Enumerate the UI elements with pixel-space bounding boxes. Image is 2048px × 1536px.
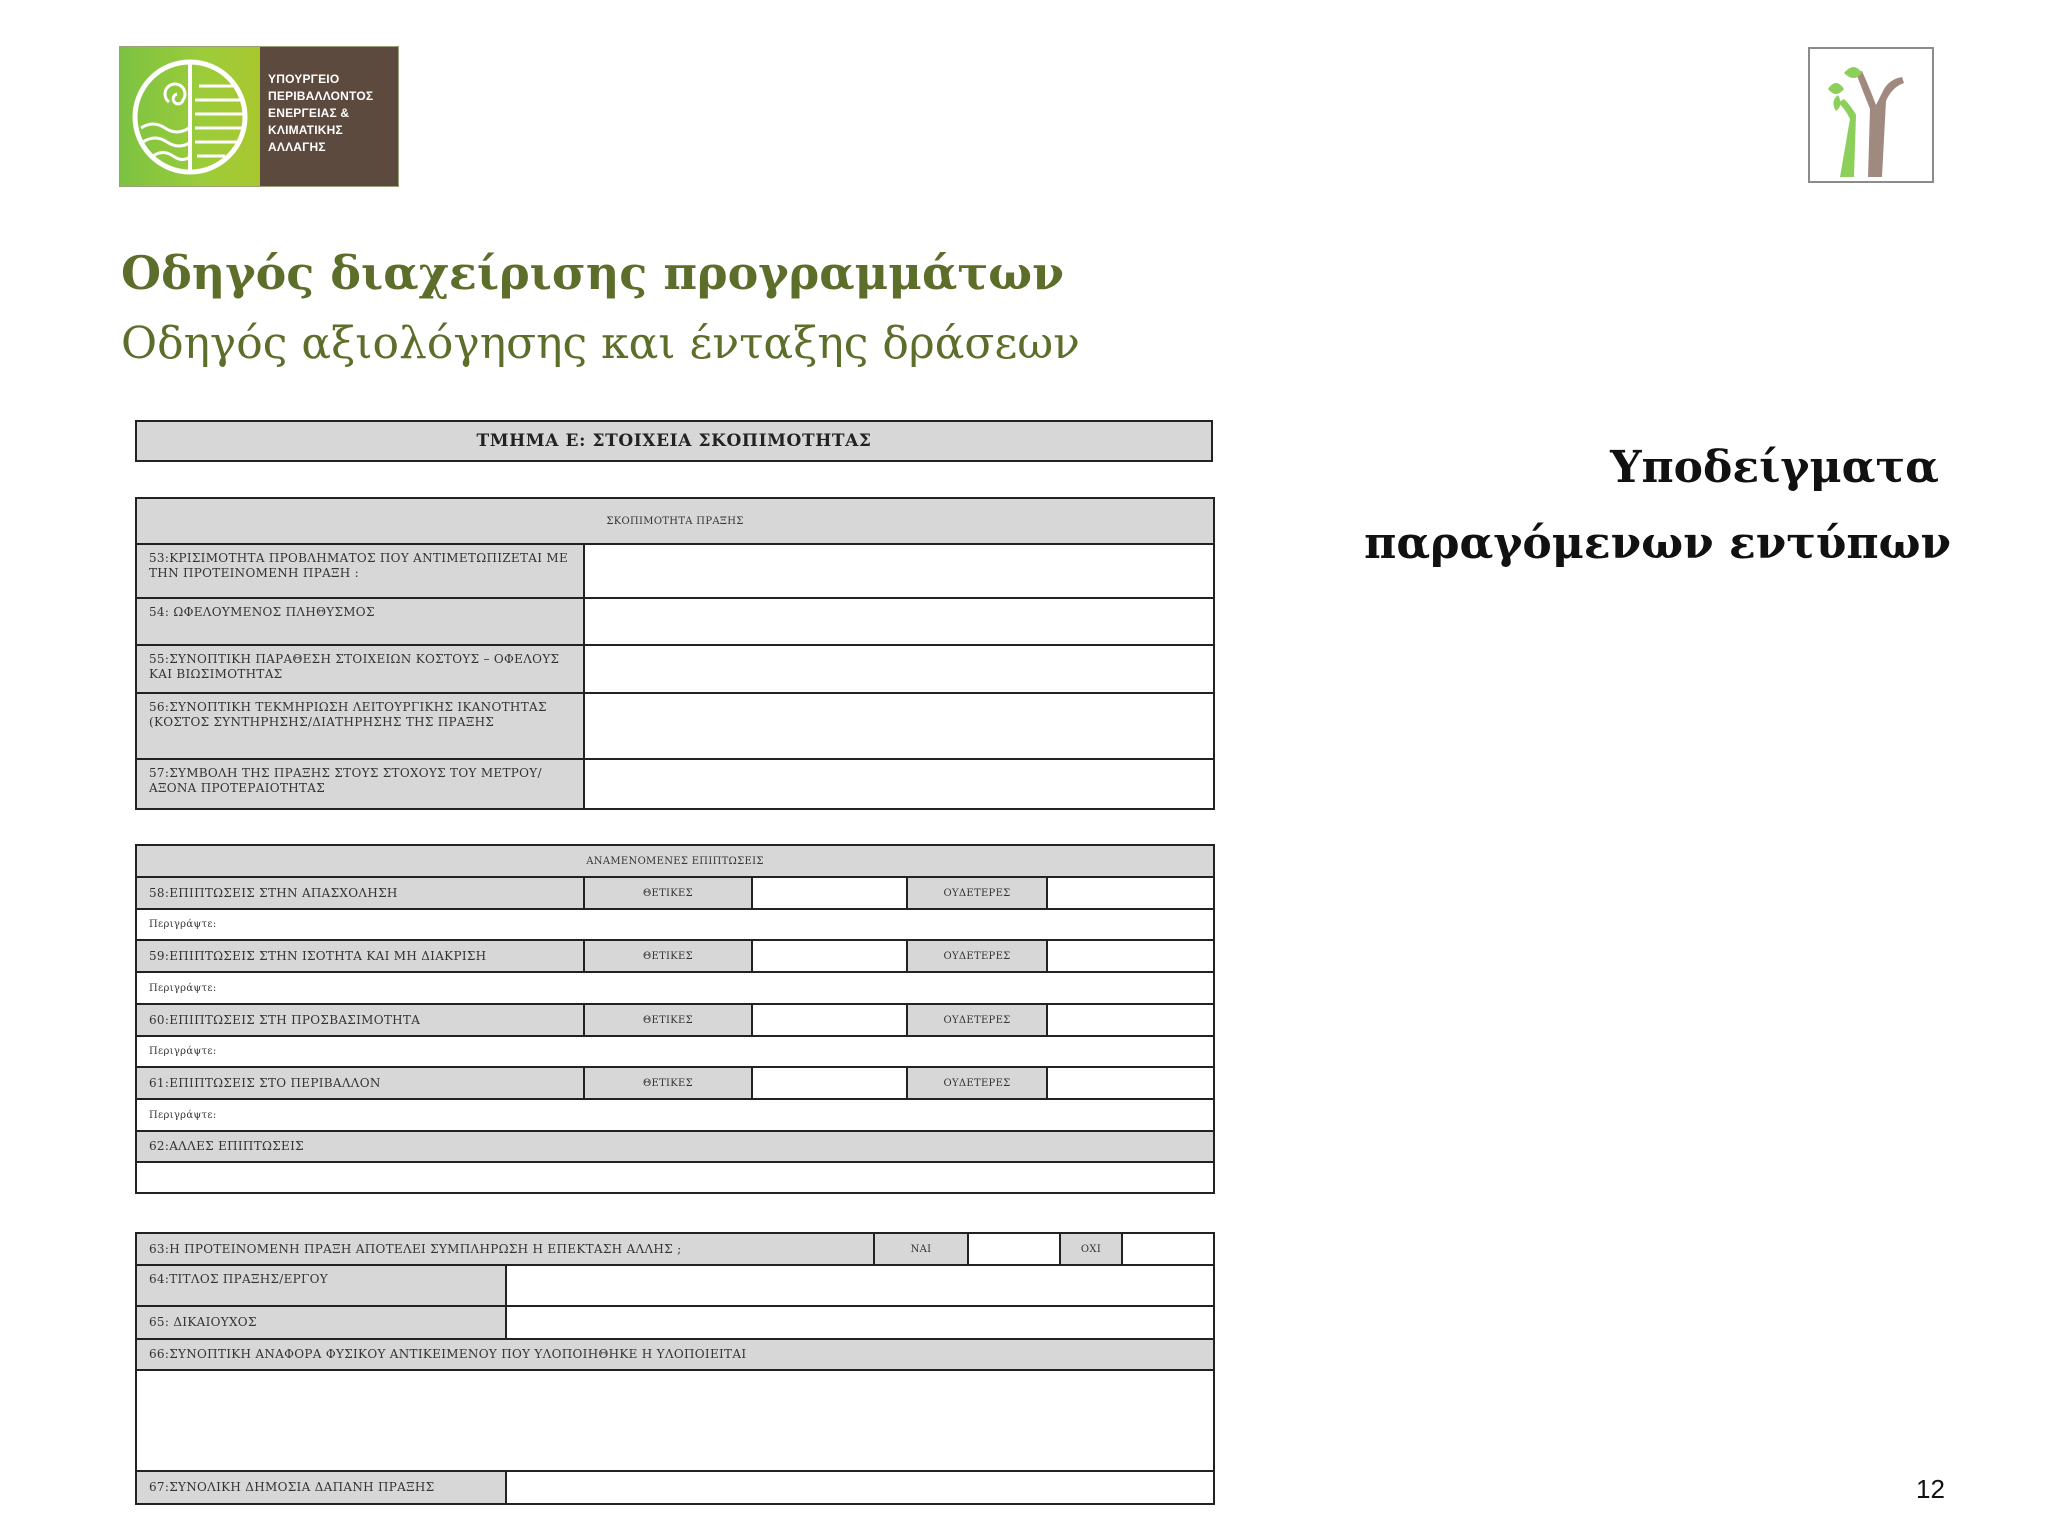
neutral-label: ΟΥΔΕΤΕΡΕΣ <box>907 1004 1047 1036</box>
impact-label-62: 62:ΑΛΛΕΣ ΕΠΙΠΤΩΣΕΙΣ <box>136 1131 1214 1162</box>
neutral-label: ΟΥΔΕΤΕΡΕΣ <box>907 877 1047 909</box>
purpose-header: ΣΚΟΠΙΜΟΤΗΤΑ ΠΡΑΞΗΣ <box>136 498 1214 544</box>
describe-field-58[interactable]: Περιγράψτε: <box>136 909 1214 940</box>
section-title: ΤΜΗΜΑ Ε: ΣΤΟΙΧΕΙΑ ΣΚΟΠΙΜΟΤΗΤΑΣ <box>136 421 1212 461</box>
ministry-logo <box>119 46 399 187</box>
field-input-67[interactable] <box>506 1471 1214 1504</box>
side-caption-line-1: Υποδείγματα <box>1610 442 1939 493</box>
field-label-55: 55:ΣΥΝΟΠΤΙΚΗ ΠΑΡΑΘΕΣΗ ΣΤΟΙΧΕΙΩΝ ΚΟΣΤΟΥΣ – ΟΦΕΛΟΥΣ ΚΑΙ ΒΙΩΣΙΜΟΤΗΤΑΣ <box>136 645 584 693</box>
positive-checkbox-60[interactable] <box>752 1004 907 1036</box>
ministry-emblem-icon <box>120 47 260 186</box>
other-impacts-field[interactable] <box>136 1162 1214 1193</box>
tree-icon <box>1810 49 1932 181</box>
no-checkbox[interactable] <box>1122 1233 1214 1265</box>
describe-field-59[interactable]: Περιγράψτε: <box>136 972 1214 1004</box>
positive-checkbox-58[interactable] <box>752 877 907 909</box>
side-caption <box>1364 430 1951 582</box>
impacts-header: ΑΝΑΜΕΝΟΜΕΝΕΣ ΕΠΙΠΤΩΣΕΙΣ <box>136 845 1214 877</box>
yes-checkbox[interactable] <box>968 1233 1060 1265</box>
field-label-65: 65: ΔΙΚΑΙΟΥΧΟΣ <box>136 1306 506 1339</box>
describe-field-60[interactable]: Περιγράψτε: <box>136 1036 1214 1067</box>
positive-checkbox-61[interactable] <box>752 1067 907 1099</box>
yes-label: ΝΑΙ <box>874 1233 968 1265</box>
field-label-66: 66:ΣΥΝΟΠΤΙΚΗ ΑΝΑΦΟΡΑ ΦΥΣΙΚΟΥ ΑΝΤΙΚΕΙΜΕΝΟΥ ΠΟΥ ΥΛΟΠΟΙΗΘΗΚΕ Η ΥΛΟΠΟΙΕΙΤΑΙ <box>136 1339 1214 1370</box>
field-input-54[interactable] <box>584 598 1214 645</box>
ministry-name: ΥΠΟΥΡΓΕΙΟ ΠΕΡΙΒΑΛΛΟΝΤΟΣ ΕΝΕΡΓΕΙΑΣ & ΚΛΙΜΑΤΙΚΗΣ ΑΛΛΑΓΗΣ <box>260 47 398 186</box>
field-input-65[interactable] <box>506 1306 1214 1339</box>
positive-label: ΘΕΤΙΚΕΣ <box>584 1004 752 1036</box>
field-label-63: 63:Η ΠΡΟΤΕΙΝΟΜΕΝΗ ΠΡΑΞΗ ΑΠΟΤΕΛΕΙ ΣΥΜΠΛΗΡΩΣΗ Η ΕΠΕΚΤΑΣΗ ΑΛΛΗΣ ; <box>136 1233 874 1265</box>
page-number: 12 <box>1916 1474 1945 1504</box>
purpose-table <box>135 497 1215 810</box>
field-label-53: 53:ΚΡΙΣΙΜΟΤΗΤΑ ΠΡΟΒΛΗΜΑΤΟΣ ΠΟΥ ΑΝΤΙΜΕΤΩΠΙΖΕΤΑΙ ΜΕ ΤΗΝ ΠΡΟΤΕΙΝΟΜΕΝΗ ΠΡΑΞΗ : <box>136 544 584 598</box>
impacts-table <box>135 844 1215 1194</box>
page-subtitle: Οδηγός αξιολόγησης και ένταξης δράσεων <box>121 318 1080 369</box>
positive-checkbox-59[interactable] <box>752 940 907 972</box>
neutral-checkbox-60[interactable] <box>1047 1004 1214 1036</box>
page-title: Οδηγός διαχείρισης προγραμμάτων <box>121 246 1065 300</box>
neutral-checkbox-61[interactable] <box>1047 1067 1214 1099</box>
section-title-table <box>135 420 1213 462</box>
field-input-55[interactable] <box>584 645 1214 693</box>
neutral-checkbox-59[interactable] <box>1047 940 1214 972</box>
neutral-label: ΟΥΔΕΤΕΡΕΣ <box>907 940 1047 972</box>
field-input-66[interactable] <box>136 1370 1214 1471</box>
project-table <box>135 1232 1215 1505</box>
field-input-64[interactable] <box>506 1265 1214 1306</box>
tree-logo <box>1808 47 1934 183</box>
positive-label: ΘΕΤΙΚΕΣ <box>584 940 752 972</box>
field-label-67: 67:ΣΥΝΟΛΙΚΗ ΔΗΜΟΣΙΑ ΔΑΠΑΝΗ ΠΡΑΞΗΣ <box>136 1471 506 1504</box>
field-label-54: 54: ΩΦΕΛΟΥΜΕΝΟΣ ΠΛΗΘΥΣΜΟΣ <box>136 598 584 645</box>
field-label-57: 57:ΣΥΜΒΟΛΗ ΤΗΣ ΠΡΑΞΗΣ ΣΤΟΥΣ ΣΤΟΧΟΥΣ ΤΟΥ ΜΕΤΡΟΥ/ΑΞΟΝΑ ΠΡΟΤΕΡΑΙΟΤΗΤΑΣ <box>136 759 584 809</box>
field-input-56[interactable] <box>584 693 1214 759</box>
positive-label: ΘΕΤΙΚΕΣ <box>584 1067 752 1099</box>
neutral-label: ΟΥΔΕΤΕΡΕΣ <box>907 1067 1047 1099</box>
positive-label: ΘΕΤΙΚΕΣ <box>584 877 752 909</box>
impact-label-59: 59:ΕΠΙΠΤΩΣΕΙΣ ΣΤΗΝ ΙΣΟΤΗΤΑ ΚΑΙ ΜΗ ΔΙΑΚΡΙΣΗ <box>136 940 584 972</box>
field-label-56: 56:ΣΥΝΟΠΤΙΚΗ ΤΕΚΜΗΡΙΩΣΗ ΛΕΙΤΟΥΡΓΙΚΗΣ ΙΚΑΝΟΤΗΤΑΣ (ΚΟΣΤΟΣ ΣΥΝΤΗΡΗΣΗΣ/ΔΙΑΤΗΡΗΣΗΣ ΤΗΣ ΠΡΑΞΗΣ <box>136 693 584 759</box>
neutral-checkbox-58[interactable] <box>1047 877 1214 909</box>
field-input-53[interactable] <box>584 544 1214 598</box>
describe-field-61[interactable]: Περιγράψτε: <box>136 1099 1214 1131</box>
impact-label-60: 60:ΕΠΙΠΤΩΣΕΙΣ ΣΤΗ ΠΡΟΣΒΑΣΙΜΟΤΗΤΑ <box>136 1004 584 1036</box>
field-input-57[interactable] <box>584 759 1214 809</box>
side-caption-line-2: παραγόμενων εντύπων <box>1364 518 1951 569</box>
impact-label-61: 61:ΕΠΙΠΤΩΣΕΙΣ ΣΤΟ ΠΕΡΙΒΑΛΛΟΝ <box>136 1067 584 1099</box>
field-label-64: 64:ΤΙΤΛΟΣ ΠΡΑΞΗΣ/ΕΡΓΟΥ <box>136 1265 506 1306</box>
impact-label-58: 58:ΕΠΙΠΤΩΣΕΙΣ ΣΤΗΝ ΑΠΑΣΧΟΛΗΣΗ <box>136 877 584 909</box>
no-label: ΟΧΙ <box>1060 1233 1122 1265</box>
